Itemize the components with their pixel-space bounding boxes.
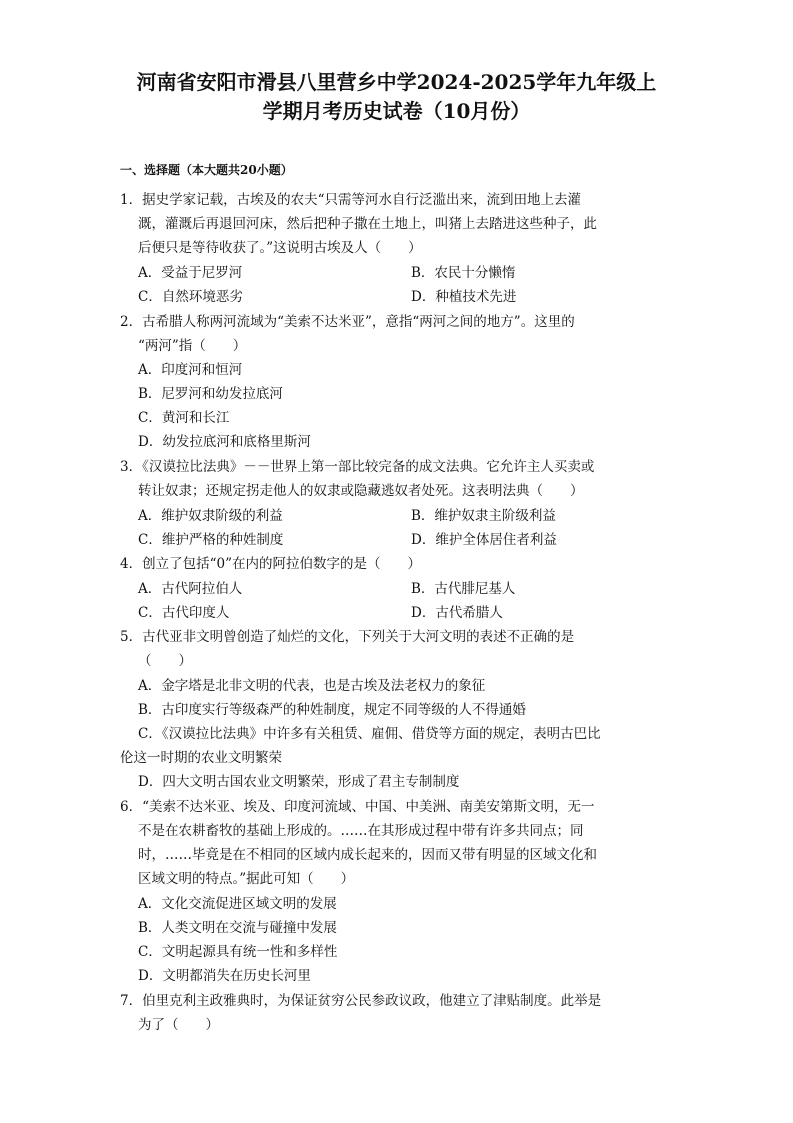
- exam-title-line-2: 学期月考历史试卷（10月份）: [262, 99, 531, 123]
- q3-option-c: C．维护严格的种姓制度: [138, 532, 284, 548]
- q4-option-a: A．古代阿拉伯人: [138, 581, 243, 597]
- q5-option-c-continued: 伦这一时期的农业文明繁荣: [120, 750, 282, 766]
- q7-stem-line-2: 为了（ ）: [138, 1017, 219, 1033]
- q6-stem-line-4: 区域文明的特点。”据此可知（ ）: [138, 871, 355, 887]
- q3-option-d: D．维护全体居住者利益: [411, 532, 557, 548]
- q2-option-c: C．黄河和长江: [138, 410, 230, 426]
- q6-option-a: A．文化交流促进区域文明的发展: [138, 896, 337, 912]
- q6-option-b: B．人类文明在交流与碰撞中发展: [138, 920, 337, 936]
- q6-stem-line-3: 时，……毕竟是在不相同的区域内成长起来的，因而又带有明显的区域文化和: [138, 847, 597, 863]
- q5-stem-line-2: （ ）: [138, 653, 192, 669]
- q4-option-d: D．古代希腊人: [411, 605, 503, 621]
- q4-option-b: B．古代腓尼基人: [411, 581, 516, 597]
- q7-stem-line-1: 7．伯里克利主政雅典时，为保证贫穷公民参政议政，他建立了津贴制度。此举是: [120, 993, 602, 1009]
- q6-stem-line-1: 6．“美索不达米亚、埃及、印度河流域、中国、中美洲、南美安第斯文明，无一: [120, 799, 595, 815]
- q5-stem-line-1: 5．古代亚非文明曾创造了灿烂的文化，下列关于大河文明的表述不正确的是: [120, 629, 575, 645]
- q2-stem-line-1: 2．古希腊人称两河流域为“美索不达米亚”，意指“两河之间的地方”。这里的: [120, 314, 575, 330]
- q1-stem-line-3: 后便只是等待收获了。”这说明古埃及人（ ）: [138, 240, 422, 256]
- q1-option-a: A．受益于尼罗河: [138, 265, 243, 281]
- q3-stem-line-1: 3．《汉谟拉比法典》－－世界上第一部比较完备的成文法典。它允许主人买卖或: [120, 459, 595, 475]
- q5-option-c: C．《汉谟拉比法典》中许多有关租赁、雇佣、借贷等方面的规定，表明古巴比: [138, 726, 601, 742]
- q3-option-a: A．维护奴隶阶级的利益: [138, 508, 283, 524]
- q1-option-c: C．自然环境恶劣: [138, 289, 243, 305]
- q1-option-b: B．农民十分懒惰: [411, 265, 516, 281]
- exam-title-line-1: 河南省安阳市滑县八里营乡中学2024-2025学年九年级上: [136, 70, 657, 94]
- q2-stem-line-2: “两河”指（ ）: [138, 338, 247, 354]
- q1-option-d: D．种植技术先进: [411, 289, 517, 305]
- q5-option-a: A．金字塔是北非文明的代表，也是古埃及法老权力的象征: [138, 678, 486, 694]
- q3-option-b: B．维护奴隶主阶级利益: [411, 508, 556, 524]
- q3-stem-line-2: 转让奴隶；还规定拐走他人的奴隶或隐藏逃奴者处死。这表明法典（ ）: [138, 483, 584, 499]
- q4-option-c: C．古代印度人: [138, 605, 230, 621]
- q2-option-a: A．印度河和恒河: [138, 362, 243, 378]
- q2-option-d: D．幼发拉底河和底格里斯河: [138, 434, 311, 450]
- q6-stem-line-2: 不是在农耕畜牧的基础上形成的。……在其形成过程中带有许多共同点；同: [138, 823, 584, 839]
- q2-option-b: B．尼罗河和幼发拉底河: [138, 386, 283, 402]
- q5-option-b: B．古印度实行等级森严的种姓制度，规定不同等级的人不得通婚: [138, 702, 526, 718]
- q6-option-d: D．文明都消失在历史长河里: [138, 968, 311, 984]
- q4-stem-line-1: 4．创立了包括“0”在内的阿拉伯数字的是（ ）: [120, 556, 421, 572]
- q1-stem-line-1: 1．据史学家记载，古埃及的农夫“只需等河水自行泛滥出来，流到田地上去灌: [120, 192, 581, 208]
- q6-option-c: C．文明起源具有统一性和多样性: [138, 944, 338, 960]
- q5-option-d: D．四大文明古国农业文明繁荣，形成了君主专制制度: [138, 774, 460, 790]
- section-heading: 一、选择题（本大题共20小题）: [120, 163, 293, 177]
- q1-stem-line-2: 溉，灌溉后再退回河床，然后把种子撒在土地上，叫猪上去踏进这些种子，此: [138, 216, 597, 232]
